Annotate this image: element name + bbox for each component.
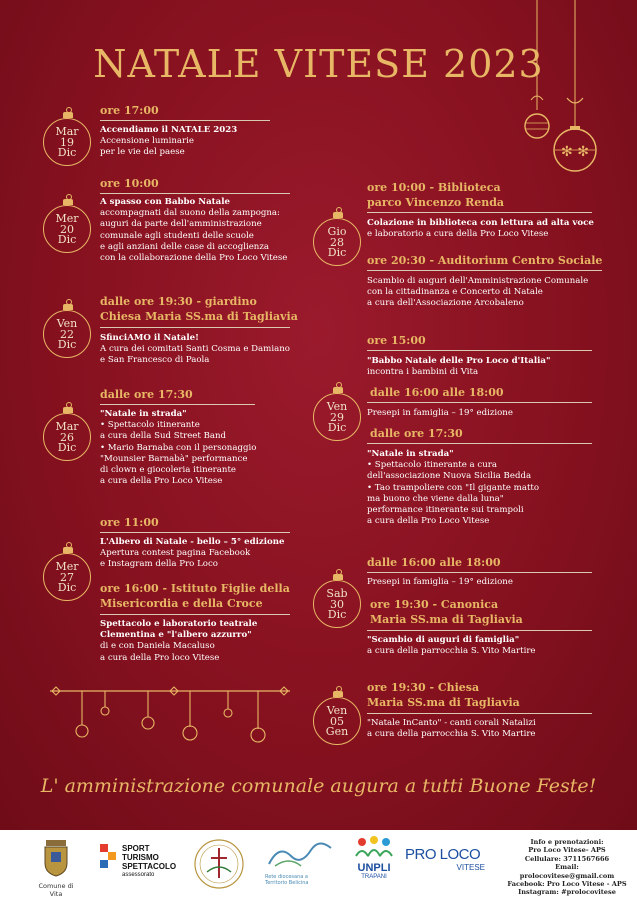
event-description: L'Albero di Natale - bello – 5° edizione Apertura contest pagina Facebook e Instagram della Pro Loco (100, 537, 285, 570)
date-badge-19-dic: Mar 19 Dic (43, 118, 91, 166)
divider (367, 443, 592, 444)
unpli-figures-icon (354, 836, 394, 858)
event-time: ore 16:00 - Istituto Figlie della (100, 582, 290, 595)
event-time: dalle ore 17:30 (100, 388, 193, 401)
event-description: Colazione in biblioteca con lettura ad alta voce e laboratorio a cura della Pro Loco Vitese (367, 218, 594, 240)
garland-icon (50, 683, 290, 753)
date-badge-27-dic: Mer 27 Dic (43, 553, 91, 601)
event-location: Maria SS.ma di Tagliavia (367, 696, 520, 709)
divider (100, 532, 290, 533)
event-time: ore 20:30 - Auditorium Centro Sociale (367, 254, 603, 267)
divider (367, 713, 592, 714)
event-description: "Natale in strada" • Spettacolo itinerante a cura della Sud Street Band • Mario Barnaba con il personaggio "Mounsier Barnabà" performance di clown e giocoleria itinerante a cura della Pro Loco Vitese (100, 409, 257, 487)
unpli-logo: UNPLI TRAPANI (348, 836, 400, 880)
divider (367, 350, 592, 351)
pro-loco-vitese-logo: PRO LOCO VITESE (405, 846, 485, 872)
event-description: Presepi in famiglia – 19° edizione (367, 577, 513, 587)
date-badge-05-gen: Ven 05 Gen (313, 697, 361, 745)
divider (367, 270, 602, 271)
event-time: dalle 16:00 alle 18:00 (370, 386, 504, 399)
religious-emblem-icon (193, 838, 245, 890)
date-badge-30-dic: Sab 30 Dic (313, 580, 361, 628)
coat-of-arms-icon (41, 838, 71, 878)
event-description: Presepi in famiglia – 19° edizione (367, 408, 513, 418)
event-time: dalle ore 19:30 - giardino (100, 295, 257, 308)
event-location: Misericordia e della Croce (100, 597, 263, 610)
event-description: SfinciAMO il Natale! A cura dei comitati Santi Cosma e Damiano e San Francesco di Paola (100, 333, 290, 366)
event-time: dalle ore 17:30 (370, 427, 463, 440)
event-time: dalle 16:00 alle 18:00 (367, 556, 501, 569)
event-time: ore 10:00 (100, 177, 159, 190)
event-time: ore 17:00 (100, 104, 159, 117)
divider (100, 614, 290, 615)
event-description: "Natale in strada" • Spettacolo itinerante a cura dell'associazione Nuova Sicilia Bedda • Tao trampoliere con "Il gigante matto ma buono che viene dalla luna" performance itinerante sui trampoli a cura della Pro Loco Vitese (367, 449, 540, 527)
divider (100, 404, 255, 405)
greeting-text: L' amministrazione comunale augura a tutti Buone Feste! (40, 775, 597, 797)
event-description: Accendiamo il NATALE 2023 Accensione luminarie per le vie del paese (100, 125, 238, 158)
event-time: ore 11:00 (100, 516, 159, 529)
divider (367, 402, 592, 403)
divider (367, 630, 592, 631)
rete-wave-icon (265, 838, 335, 870)
event-time: ore 19:30 - Chiesa (367, 681, 480, 694)
sponsor-footer: Comune di Vita SPORT TURISMO SPETTACOLO assessorato Rete diocesana a Territorio Belicina UNPLI TRAPANI PRO LOCO VITESE Info e prenotazioni: Pro Loco Vitese- APS Cellulare: 3711567666 Email: prolocovitese@gmail.com Facebook: Pro Loco Vitese - APS Instagram: #prolocovitese (0, 830, 637, 900)
christmas-bauble-icon (515, 0, 615, 180)
event-time: ore 10:00 - Biblioteca (367, 181, 501, 194)
event-description: Spettacolo e laboratorio teatrale Clementina e "l'albero azzurro" di e con Daniela Macaluso a cura della Pro loco Vitese (100, 619, 258, 663)
comune-label: Comune di Vita (38, 882, 74, 898)
event-location: Maria SS.ma di Tagliavia (370, 613, 523, 626)
event-description: "Scambio di auguri di famiglia" a cura della parrocchia S. Vito Martire (367, 635, 536, 657)
divider (100, 120, 270, 121)
date-badge-28-dic: Gio 28 Dic (313, 218, 361, 266)
event-location: parco Vincenzo Renda (367, 196, 505, 209)
comune-di-vita-logo (36, 838, 76, 898)
divider (100, 193, 290, 194)
divider (367, 212, 592, 213)
assessorato-squares-icon (100, 844, 118, 874)
event-time: ore 19:30 - Canonica (370, 598, 499, 611)
contact-info: Info e prenotazioni: Pro Loco Vitese- APS Cellulare: 3711567666 Email: prolocovitese@gmail.com Facebook: Pro Loco Vitese - APS Instagram: #prolocovitese (507, 838, 627, 897)
svg-text:✻ ✻: ✻ ✻ (561, 144, 589, 160)
event-description: "Babbo Natale delle Pro Loco d'Italia" incontra i bambini di Vita (367, 356, 551, 378)
event-time: ore 15:00 (367, 334, 426, 347)
unpli-label: UNPLI (357, 862, 391, 874)
date-badge-22-dic: Ven 22 Dic (43, 310, 91, 358)
event-location: Chiesa Maria SS.ma di Tagliavia (100, 310, 298, 323)
event-description: Scambio di auguri dell'Amministrazione Comunale con la cittadinanza e Concerto di Natale a cura dell'Associazione Arcobaleno (367, 276, 589, 309)
date-badge-20-dic: Mer 20 Dic (43, 205, 91, 253)
event-description: A spasso con Babbo Natale accompagnati dal suono della zampogna: auguri da parte dell'amministrazione comunale agli studenti delle scuole e agli anziani delle case di accoglienza con la collaborazione della Pro Loco Vitese (100, 197, 288, 264)
event-description: "Natale InCanto" - canti corali Natalizi a cura della parrocchia S. Vito Martire (367, 718, 536, 740)
page-title: NATALE VITESE 2023 (93, 42, 544, 86)
date-badge-26-dic: Mar 26 Dic (43, 413, 91, 461)
divider (100, 327, 290, 328)
date-badge-29-dic: Ven 29 Dic (313, 393, 361, 441)
rete-diocesana-logo: Rete diocesana a Territorio Belicina (265, 838, 335, 886)
divider (367, 572, 592, 573)
